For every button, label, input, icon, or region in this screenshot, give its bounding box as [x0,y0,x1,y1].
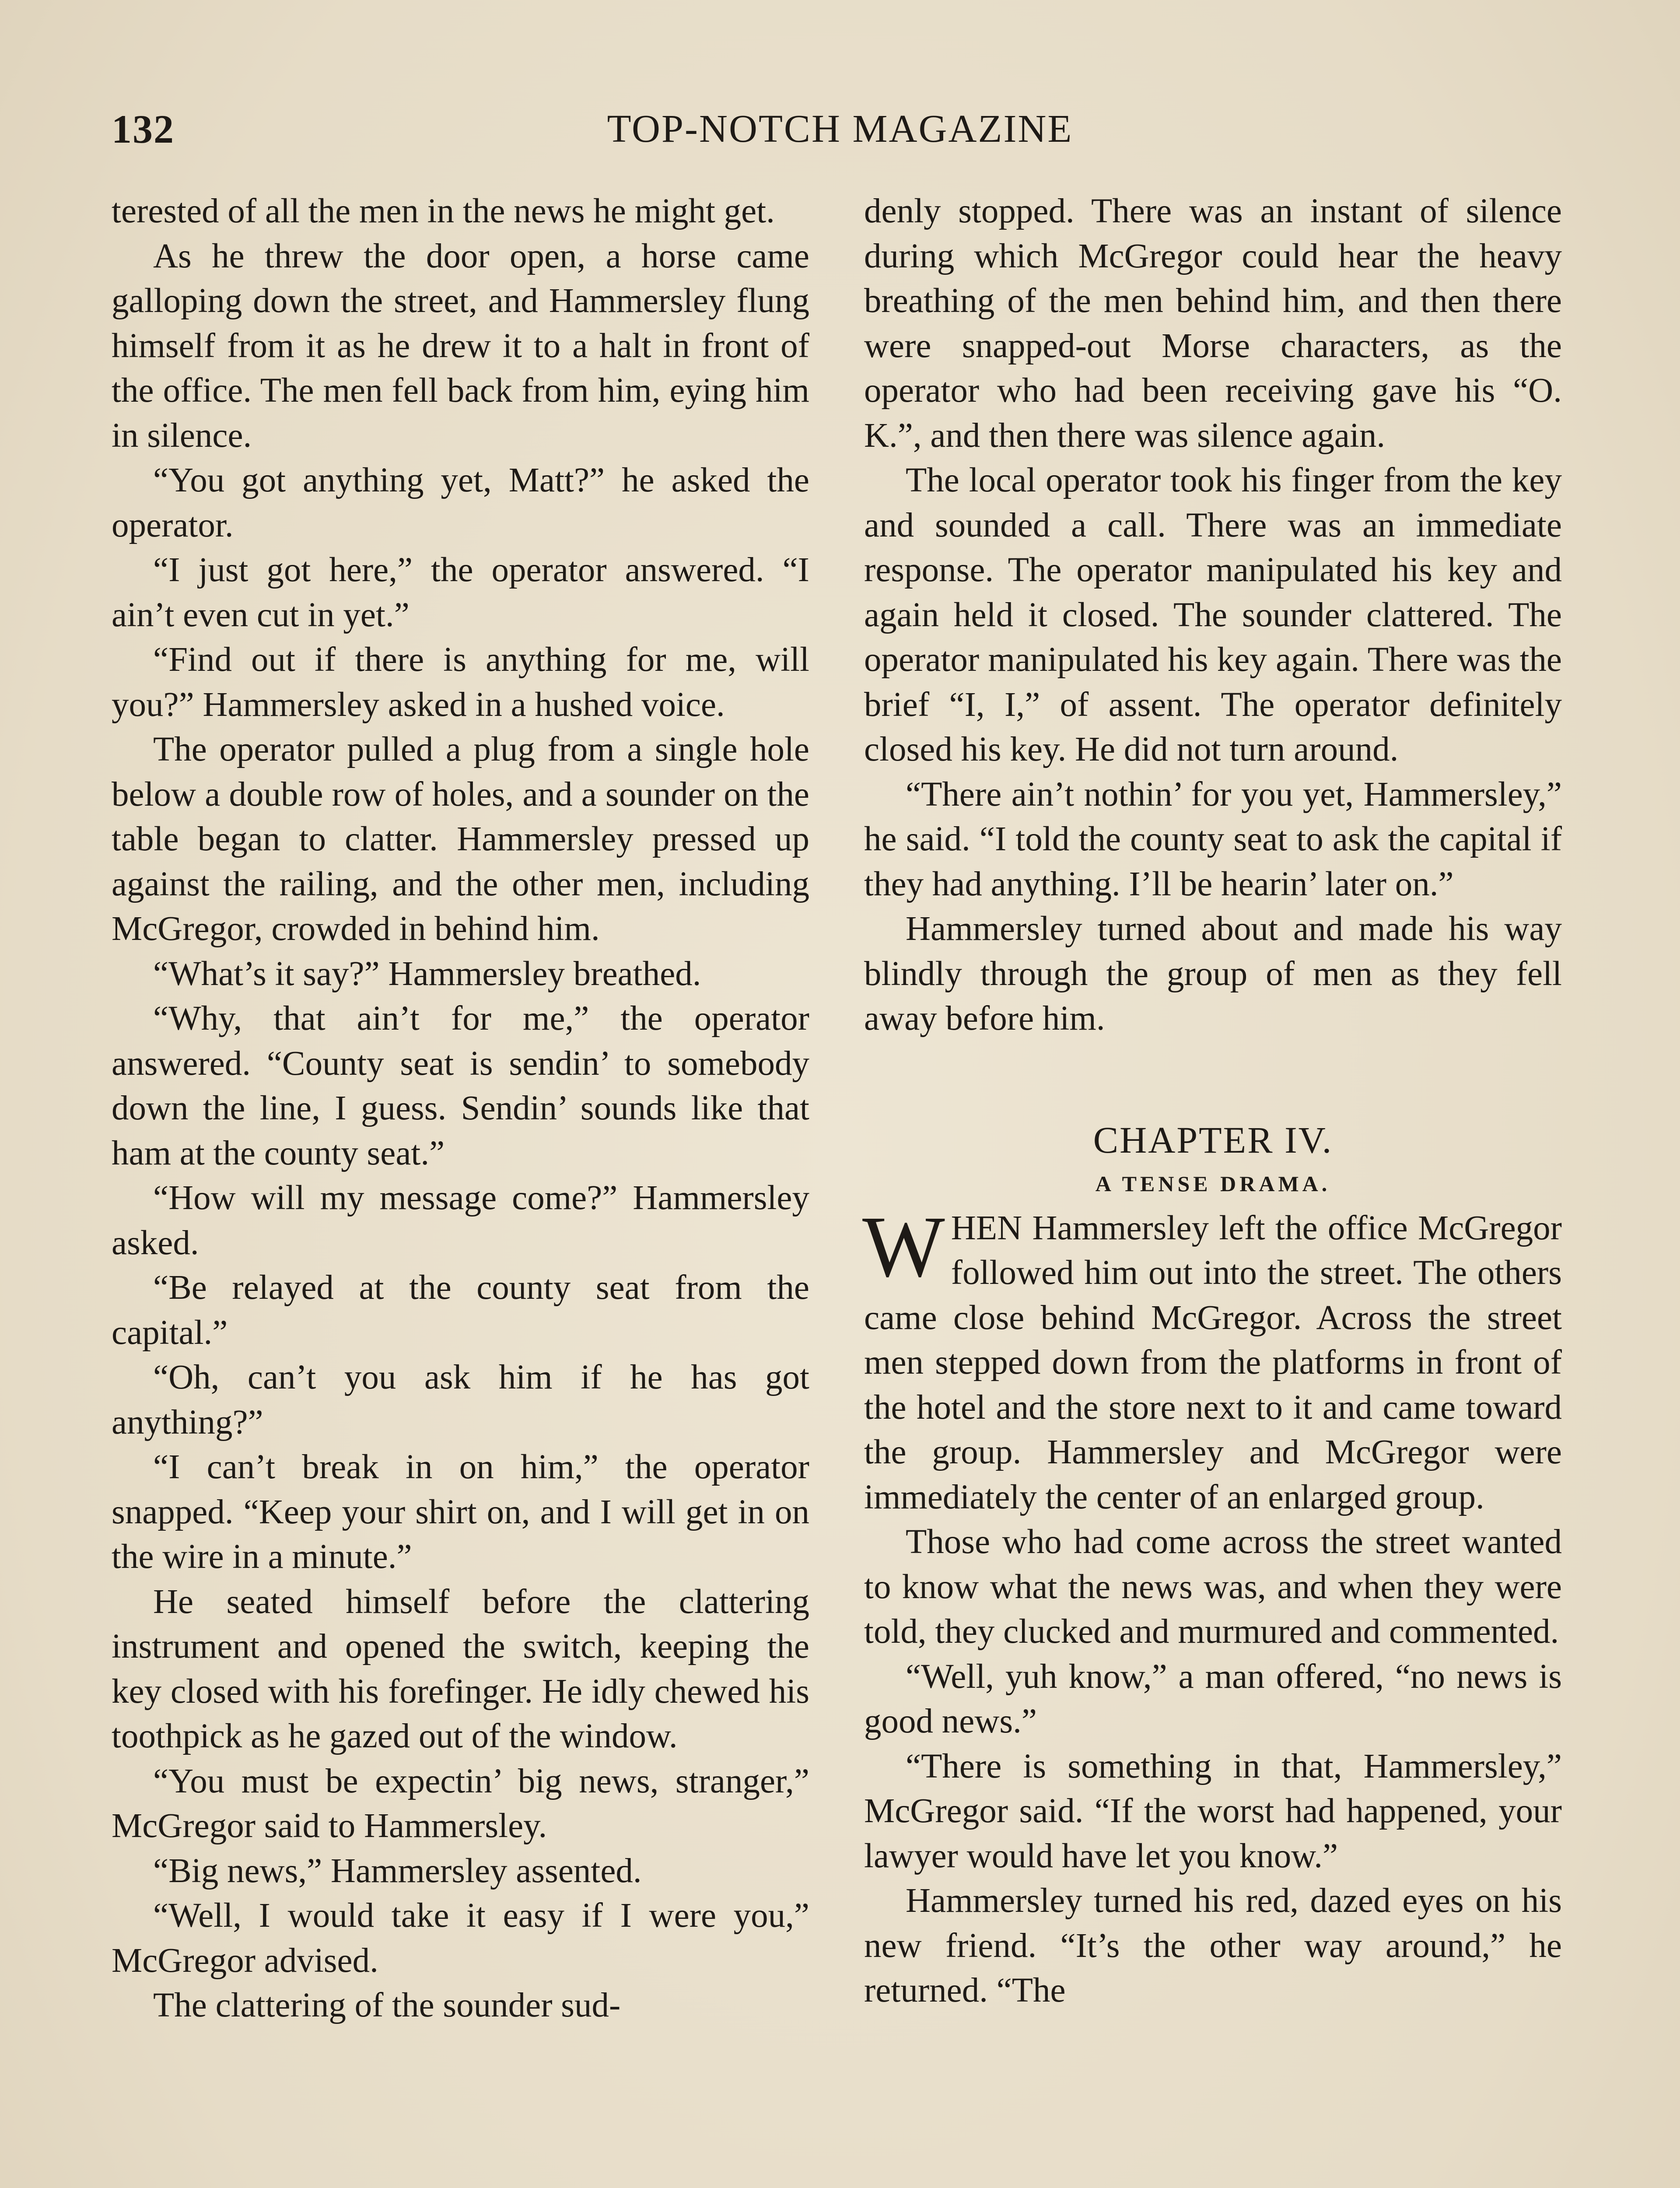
paragraph: denly stopped. There was an instant of silence during which McGregor could hear the heavy breathing of the men behind him, and then there were snapped-out Morse characters, as the operator who had been receiving gave his “O. K.”, and then there was silence again. [864,192,1562,455]
paragraph: The local operator took his finger from the key and sounded a call. There was an immediate response. The operator manipulated his key and again held it closed. The sounder clattered. The operator manipulated his key again. There was the brief “I, I,” of assent. The operator definitely closed his key. He did not turn around. [864,461,1562,768]
paragraph: “How will my message come?” Hammersley asked. [112,1179,809,1262]
right-column [864,189,1562,2013]
opening-text: HEN Hammersley left the office McGregor followed him out into the street. The others came close behind McGregor. Across the street men stepped down from the platforms in front of the hotel and the store next to it and came toward the group. Hammersley and McGregor were immediately the center of an enlarged group. [864,1209,1562,1516]
paragraph: “Find out if there is anything for me, will you?” Hammersley asked in a hushed voice. [112,641,809,724]
chapter-subtitle: A TENSE DRAMA. [1095,1171,1331,1196]
paragraph: Hammersley turned about and made his way blindly through the group of men as they fell away before him. [864,910,1562,1038]
paragraph: He seated himself before the clattering instrument and opened the switch, keeping the key closed with his forefinger. He idly chewed his toothpick as he gazed out of the window. [112,1582,809,1755]
paragraph: “Oh, can’t you ask him if he has got anything?” [112,1358,809,1441]
paragraph: “Well, yuh know,” a man offered, “no news is good news.” [864,1657,1562,1740]
paragraph: “Big news,” Hammersley assented. [153,1851,642,1890]
paragraph: “What’s it say?” Hammersley breathed. [153,954,701,993]
paragraph: “Well, I would take it easy if I were you,” McGregor advised. [112,1897,809,1980]
page-number: 132 [112,107,175,151]
paragraph: “I can’t break in on him,” the operator snapped. “Keep your shirt on, and I will get in on the wire in a minute.” [112,1448,809,1576]
paragraph: “I just got here,” the operator answered. “I ain’t even cut in yet.” [112,551,809,634]
chapter-heading: CHAPTER IV. [1093,1119,1333,1161]
paragraph: “Why, that ain’t for me,” the operator answered. “County seat is sendin’ to somebody down the line, I guess. Sendin’ sounds like that ham at the county seat.” [112,999,809,1172]
paragraph: “You must be expectin’ big news, stranger,” McGregor said to Hammersley. [112,1762,809,1845]
chapter-opening-paragraph [862,1198,1562,1520]
running-title: TOP-NOTCH MAGAZINE [607,107,1073,151]
paragraph: Those who had come across the street wanted to know what the news was, and when they were told, they clucked and murmured and commented. [864,1523,1562,1651]
paragraph: terested of all the men in the news he might get. [112,192,775,230]
page-header [112,101,1568,158]
paragraph: “You got anything yet, Matt?” he asked the operator. [112,461,809,544]
paragraph: As he threw the door open, a horse came galloping down the street, and Hammersley flung himself from it as he drew it to a halt in front of the office. The men fell back from him, eying him in silence. [112,237,809,455]
paragraph: Hammersley turned his red, dazed eyes on his new friend. “It’s the other way around,” he returned. “The [864,1882,1562,2009]
paragraph: The clattering of the sounder sud- [153,1986,621,2024]
paragraph: “There is something in that, Hammersley,” McGregor said. “If the worst had happened, your lawyer would have let you know.” [864,1747,1562,1875]
left-column [112,189,809,2028]
paragraph: “There ain’t nothin’ for you yet, Hammersley,” he said. “I told the county seat to ask the capital if they had anything. I’ll be hearin’ later on.” [864,775,1562,903]
paragraph: “Be relayed at the county seat from the capital.” [112,1269,809,1352]
paragraph: The operator pulled a plug from a single hole below a double row of holes, and a sounder on the table began to clatter. Hammersley pressed up against the railing, and the other men, including McGregor, crowded in behind him. [112,730,809,948]
drop-cap: W [862,1198,945,1295]
